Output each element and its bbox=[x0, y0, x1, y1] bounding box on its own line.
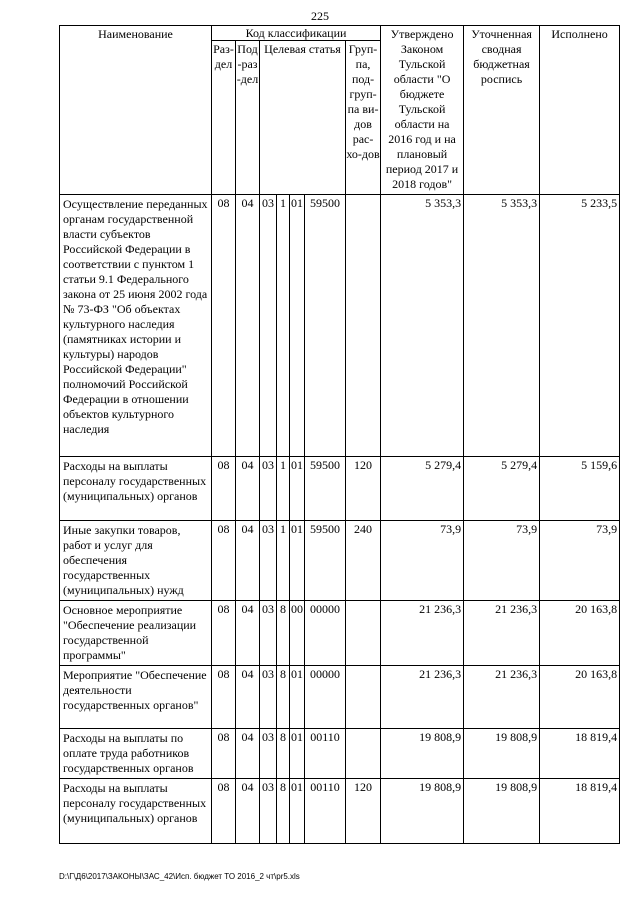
row-subsection: 04 bbox=[236, 521, 260, 601]
row-name: Мероприятие "Обеспечение деятельности государственных органов" bbox=[60, 666, 212, 729]
row-section: 08 bbox=[212, 729, 236, 779]
row-section: 08 bbox=[212, 457, 236, 521]
row-executed: 73,9 bbox=[540, 521, 620, 601]
row-executed: 20 163,8 bbox=[540, 601, 620, 666]
row-article-event: 01 bbox=[290, 666, 305, 729]
row-expense-group bbox=[346, 729, 381, 779]
row-article-direction: 00110 bbox=[305, 729, 346, 779]
row-expense-group: 120 bbox=[346, 457, 381, 521]
row-expense-group: 120 bbox=[346, 779, 381, 844]
table-row bbox=[60, 521, 620, 601]
row-section: 08 bbox=[212, 779, 236, 844]
budget-table bbox=[59, 25, 620, 844]
row-article-event: 01 bbox=[290, 457, 305, 521]
table-row bbox=[60, 666, 620, 729]
row-article-direction: 59500 bbox=[305, 521, 346, 601]
row-article-subprogram: 8 bbox=[277, 601, 290, 666]
row-article-program: 03 bbox=[260, 457, 277, 521]
row-article-direction: 00000 bbox=[305, 601, 346, 666]
row-approved: 5 279,4 bbox=[381, 457, 464, 521]
header-row-1 bbox=[60, 26, 620, 41]
row-article-subprogram: 1 bbox=[277, 195, 290, 457]
row-article-program: 03 bbox=[260, 521, 277, 601]
row-refined: 19 808,9 bbox=[464, 779, 540, 844]
row-executed: 5 159,6 bbox=[540, 457, 620, 521]
row-expense-group bbox=[346, 195, 381, 457]
row-article-direction: 59500 bbox=[305, 457, 346, 521]
table-row bbox=[60, 601, 620, 666]
header-subsection: Под-раз-дел bbox=[236, 41, 260, 195]
row-refined: 19 808,9 bbox=[464, 729, 540, 779]
table-row bbox=[60, 729, 620, 779]
row-article-direction: 00000 bbox=[305, 666, 346, 729]
row-subsection: 04 bbox=[236, 779, 260, 844]
row-refined: 21 236,3 bbox=[464, 666, 540, 729]
row-article-event: 01 bbox=[290, 521, 305, 601]
row-name: Расходы на выплаты по оплате труда работников государственных органов bbox=[60, 729, 212, 779]
header-name: Наименование bbox=[60, 26, 212, 195]
row-article-subprogram: 8 bbox=[277, 666, 290, 729]
row-expense-group bbox=[346, 601, 381, 666]
row-approved: 19 808,9 bbox=[381, 729, 464, 779]
row-article-event: 00 bbox=[290, 601, 305, 666]
row-article-subprogram: 8 bbox=[277, 729, 290, 779]
header-refined: Уточненная сводная бюджетная роспись bbox=[464, 26, 540, 195]
row-article-program: 03 bbox=[260, 601, 277, 666]
row-refined: 73,9 bbox=[464, 521, 540, 601]
table-row bbox=[60, 195, 620, 457]
row-subsection: 04 bbox=[236, 729, 260, 779]
row-subsection: 04 bbox=[236, 601, 260, 666]
row-section: 08 bbox=[212, 601, 236, 666]
header-expense-group: Груп-па, под-груп-па ви-дов рас-хо-дов bbox=[346, 41, 381, 195]
row-name: Расходы на выплаты персоналу государственных (муниципальных) органов bbox=[60, 457, 212, 521]
row-subsection: 04 bbox=[236, 457, 260, 521]
row-article-direction: 00110 bbox=[305, 779, 346, 844]
row-article-subprogram: 1 bbox=[277, 457, 290, 521]
row-name: Осуществление переданных органам государственной власти субъектов Российской Федерации в соответствии с пунктом 1 статьи 9.1 Федерального закона от 25 июня 2002 года № 73-ФЗ "Об объектах культурного наследия (памятниках истории и культуры) народов Российской Федерации" полномочий Российской Федерации в отношении объектов культурного наследия bbox=[60, 195, 212, 457]
row-executed: 5 233,5 bbox=[540, 195, 620, 457]
row-article-subprogram: 8 bbox=[277, 779, 290, 844]
row-article-program: 03 bbox=[260, 729, 277, 779]
row-article-event: 01 bbox=[290, 195, 305, 457]
row-subsection: 04 bbox=[236, 195, 260, 457]
header-approved: Утверждено Законом Тульской области "О бюджете Тульской области на 2016 год и на плановый период 2017 и 2018 годов" bbox=[381, 26, 464, 195]
row-name: Иные закупки товаров, работ и услуг для обеспечения государственных (муниципальных) нужд bbox=[60, 521, 212, 601]
row-subsection: 04 bbox=[236, 666, 260, 729]
header-classification: Код классификации bbox=[212, 26, 381, 41]
row-approved: 19 808,9 bbox=[381, 779, 464, 844]
row-article-program: 03 bbox=[260, 666, 277, 729]
row-article-program: 03 bbox=[260, 195, 277, 457]
row-executed: 18 819,4 bbox=[540, 779, 620, 844]
row-section: 08 bbox=[212, 521, 236, 601]
table-row bbox=[60, 779, 620, 844]
row-article-event: 01 bbox=[290, 729, 305, 779]
row-executed: 20 163,8 bbox=[540, 666, 620, 729]
row-executed: 18 819,4 bbox=[540, 729, 620, 779]
table-row bbox=[60, 457, 620, 521]
header-section: Раз-дел bbox=[212, 41, 236, 195]
row-name: Основное мероприятие "Обеспечение реализации государственной программы" bbox=[60, 601, 212, 666]
row-expense-group: 240 bbox=[346, 521, 381, 601]
row-approved: 21 236,3 bbox=[381, 601, 464, 666]
row-approved: 21 236,3 bbox=[381, 666, 464, 729]
footer-file-path: D:\Г\Д6\2017\ЗАКОНЫ\ЗАС_42\Исп. бюджет ТО 2016_2 чт\pr5.xls bbox=[59, 872, 300, 881]
row-section: 08 bbox=[212, 666, 236, 729]
row-article-direction: 59500 bbox=[305, 195, 346, 457]
header-executed: Исполнено bbox=[540, 26, 620, 195]
row-expense-group bbox=[346, 666, 381, 729]
row-article-program: 03 bbox=[260, 779, 277, 844]
row-name: Расходы на выплаты персоналу государственных (муниципальных) органов bbox=[60, 779, 212, 844]
row-section: 08 bbox=[212, 195, 236, 457]
row-article-event: 01 bbox=[290, 779, 305, 844]
header-target-article: Целевая статья bbox=[260, 41, 346, 195]
row-refined: 5 353,3 bbox=[464, 195, 540, 457]
row-approved: 73,9 bbox=[381, 521, 464, 601]
row-refined: 5 279,4 bbox=[464, 457, 540, 521]
row-approved: 5 353,3 bbox=[381, 195, 464, 457]
row-article-subprogram: 1 bbox=[277, 521, 290, 601]
page-number: 225 bbox=[311, 9, 329, 23]
row-refined: 21 236,3 bbox=[464, 601, 540, 666]
